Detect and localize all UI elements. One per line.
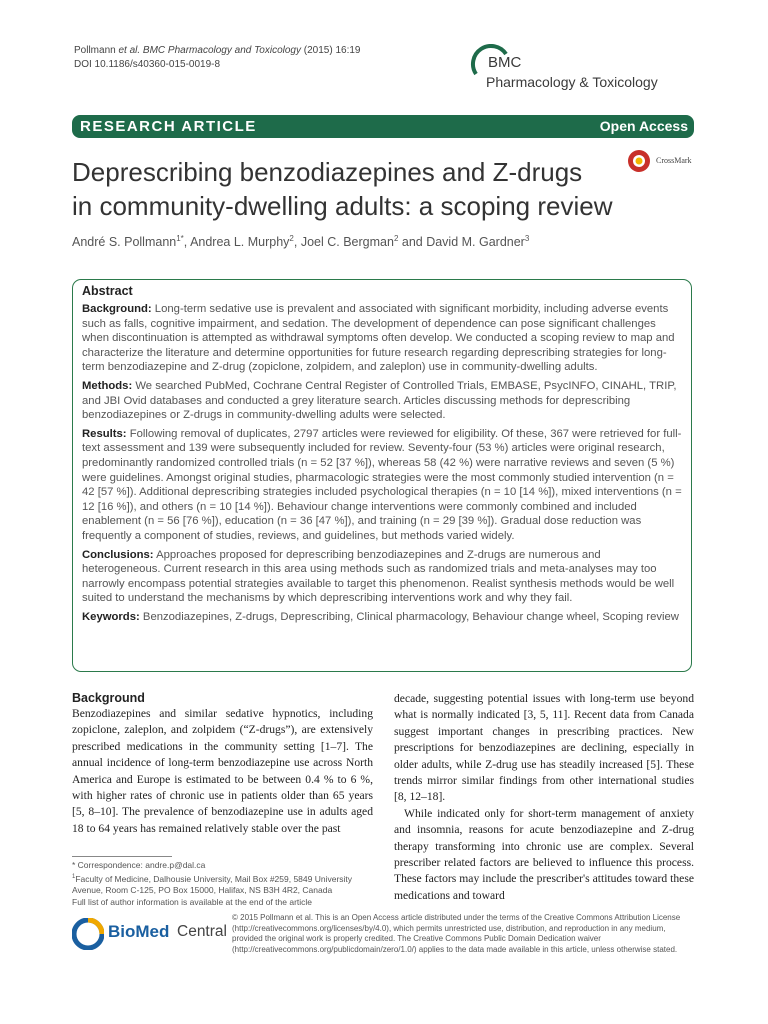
footnotes	[72, 860, 372, 909]
abstract-conclusions-label: Conclusions:	[82, 548, 154, 561]
abstract-methods-label: Methods:	[82, 379, 133, 392]
affiliation-number: 1	[72, 873, 76, 880]
abstract-conclusions-text: Approaches proposed for deprescribing benzodiazepines and Z-drugs are numerous and heterogeneous. Current research in this area using methods such as randomized trials and meta-analyses may too narrowly encompass potential strategies available to target this phenomenon. Realist synthesis methods would be well suited to understand the mechanisms by which deprescribing interventions work and why they fail.	[82, 548, 675, 605]
body-column-left	[72, 690, 373, 837]
crossmark-icon	[626, 148, 652, 174]
abstract-results	[82, 427, 682, 544]
body-column-right	[394, 691, 694, 904]
section-heading-background: Background	[72, 691, 145, 705]
open-access-label: Open Access	[599, 118, 688, 134]
author-name: David M. Gardner	[426, 235, 525, 250]
logo-biomed-text: BioMed	[108, 922, 170, 941]
author-list	[72, 234, 529, 249]
author-affiliation: 1*	[176, 234, 184, 243]
abstract-box	[72, 279, 692, 672]
citation-journal: BMC Pharmacology and Toxicology	[140, 45, 301, 56]
license-text: © 2015 Pollmann et al. This is an Open Access article distributed under the terms of the Creative Commons Attribution License (http://creativecommons.org/licenses/by/4.0), which permits unrestricted use, distribution, and reproduction in any medium, provided the original work is properly credited. The Creative Commons Public Domain Dedication waiver (http://creativecommons.org/publicdomain/zero/1.0/) applies to the data made available in this article, unless otherwise stated.	[232, 913, 681, 954]
author-affiliation: 2	[289, 234, 294, 243]
doi: DOI 10.1186/s40360-015-0019-8	[74, 59, 221, 70]
abstract-heading: Abstract	[82, 284, 133, 298]
author-name: Joel C. Bergman	[300, 235, 394, 250]
journal-logo-name: Pharmacology & Toxicology	[486, 74, 658, 90]
crossmark-label: CrossMark	[656, 156, 692, 165]
abstract-results-label: Results:	[82, 427, 127, 440]
abstract-keywords	[82, 610, 682, 625]
article-type: RESEARCH ARTICLE	[80, 118, 257, 135]
biomed-central-icon	[72, 918, 104, 950]
affiliation	[72, 872, 372, 897]
abstract-methods	[82, 379, 682, 423]
body-paragraph: Benzodiazepines and similar sedative hypnotics, including zopiclone, zaleplon, and zolpidem (“Z-drugs”), are extensively prescribed medications in the community setting [1–7]. The annual incidence of long-term benzodiazepine use across North America and Europe is estimated to be between 0.4 % to 6 %, with higher rates of chronic use in patients older than 65 years [5, 8–10]. The prevalence of benzodiazepine use in adults aged 18 to 64 years has remained relatively stable over the past	[72, 707, 373, 835]
citation-etal: et al.	[118, 45, 141, 56]
author-name: Andrea L. Murphy	[190, 235, 290, 250]
author-name: André S. Pollmann	[72, 235, 177, 250]
citation-volume: (2015) 16:19	[300, 45, 361, 56]
journal-logo	[470, 44, 700, 104]
article-title	[72, 155, 632, 223]
title-line-1: Deprescribing benzodiazepines and Z-drugs	[72, 157, 583, 187]
author-affiliation: 3	[524, 234, 530, 243]
abstract-keywords-label: Keywords:	[82, 610, 140, 623]
author-separator: ,	[183, 235, 191, 250]
author-separator: ,	[293, 235, 301, 250]
citation-header	[74, 44, 360, 72]
citation-line	[74, 44, 360, 58]
abstract-methods-text: We searched PubMed, Cochrane Central Register of Controlled Trials, EMBASE, PsycINFO, CINAHL, TRIP, and JBI Ovid databases and conducted a grey literature search. Articles discussing methods for deprescribing benzodiazepines or Z-drugs in community-dwelling adults were selected.	[82, 379, 677, 422]
biomed-central-logo	[72, 916, 227, 952]
abstract-keywords-text: Benzodiazepines, Z-drugs, Deprescribing, Clinical pharmacology, Behaviour change wheel, Scoping review	[139, 610, 679, 623]
abstract-background-text: Long-term sedative use is prevalent and associated with significant morbidity, including adverse events such as falls, cognitive impairment, and sedation. The development of dependence can pose significant challenges when discontinuation is attempted as withdrawal symptoms often develop. We conducted a scoping review to map and characterize the literature and determine opportunities for future research regarding deprescribing strategies for long-term benzodiazepine and Z-drug (zopiclone, zolpidem, and zaleplon) use in community-dwelling adults.	[82, 303, 675, 374]
abstract-conclusions	[82, 548, 682, 606]
author-affiliation: 2	[393, 234, 399, 243]
author-separator: and	[398, 235, 427, 250]
citation-authors: Pollmann	[74, 45, 119, 56]
logo-central-text: Central	[177, 923, 227, 940]
body-paragraph: While indicated only for short-term management of anxiety and insomnia, reasons for acute benzodiazepine and Z-drug therapy transforming into chronic use are complex. Several prescriber related factors are believed to influence this process. These factors may include the prescriber's attitudes toward these medications and toward	[394, 806, 694, 902]
abstract-background-label: Background:	[82, 303, 152, 315]
crossmark-badge[interactable]	[626, 148, 696, 174]
affiliation-text: Faculty of Medicine, Dalhousie University, Mail Box #259, 5849 University Avenue, Room C-125, PO Box 15000, Halifax, NS B3H 4R2, Canada	[72, 873, 353, 896]
correspondence-email[interactable]: * Correspondence: andre.p@dal.ca	[72, 860, 206, 870]
body-paragraph: decade, suggesting potential issues with long-term use beyond what is normally indicated [3, 5, 11]. Recent data from Canada suggest important changes in prescribing practices. New prescriptions for benzodiazepines are declining, especially in older adults, while Z-drug use has steadily increased [5]. These trends mirror similar findings from other international studies [8, 12–18].	[394, 692, 694, 804]
author-info-note: Full list of author information is available at the end of the article	[72, 897, 313, 908]
journal-logo-bmc: BMC	[488, 54, 522, 71]
abstract-background	[82, 302, 682, 375]
title-line-2: in community-dwelling adults: a scoping review	[72, 191, 613, 221]
article-type-banner	[72, 115, 694, 138]
footnote-divider	[72, 856, 172, 857]
abstract-results-text: Following removal of duplicates, 2797 articles were reviewed for eligibility. Of these, 367 were retrieved for full-text assessment and 139 were subsequently included for review. Seventy-four (53 %) articles were original research, predominantly randomized controlled trials (n = 52 [37 %]), whereas 58 (42 %) were narrative reviews and seven (5 %) were guidelines. Amongst original studies, pharmacologic strategies were the most commonly studied intervention (n = 42 [57 %]). Additional deprescribing strategies included psychological therapies (n = 10 [14 %]), mixed interventions (n = 12 [16 %]), and others (n = 10 [14 %]). Behaviour change interventions were commonly combined and included enablement (n = 56 [76 %]), education (n = 36 [47 %]), and training (n = 29 [39 %]). Gradual dose reduction was frequently a component of studies, reviews, and guidelines, but methods varied widely.	[82, 427, 682, 542]
